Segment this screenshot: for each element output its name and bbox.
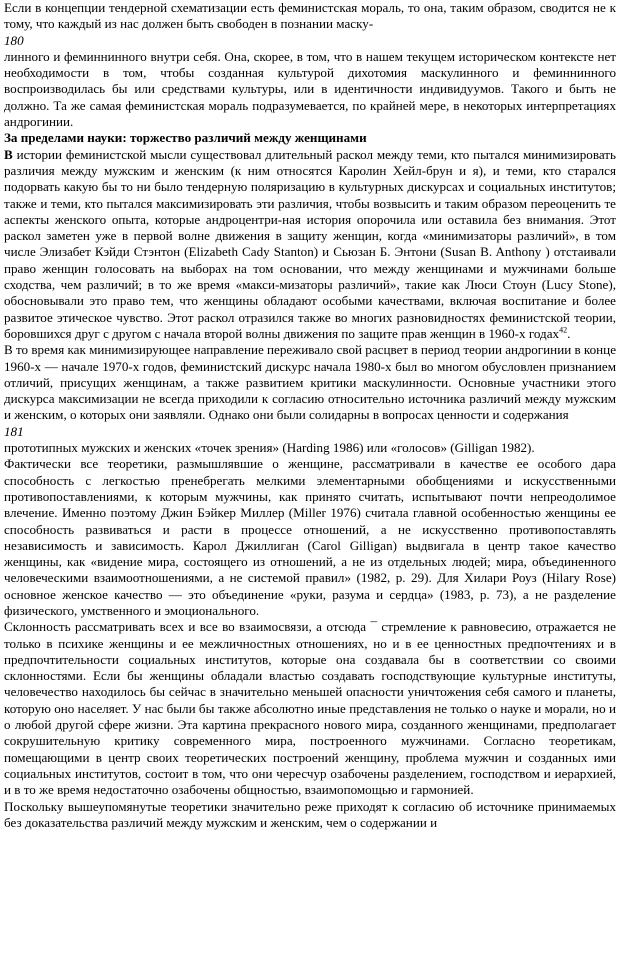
section-heading: За пределами науки: торжество различий между женщинами xyxy=(4,130,367,146)
paragraph: линного и феминнинного внутри себя. Она, скорее, в том, что в нашем текущем историческом контексте нет необходимости в том, чтобы созданная культурой дихотомия маскулинного и феминнинного воспроизводилась бы или средствами культуры, или в идентичности индивидуумов. Такого и быть не должно. Та же самая феминистская мораль подразумевается, по крайней мере, в некоторых интерпретациях андрогинии. xyxy=(4,48,616,130)
paragraph-text: истории феминистской мысли существовал длительный раскол между теми, кто пытался минимизировать различия между мужским и женским (к ним относятся Каролин Хейл-брун и я), и теми, кто старался подорвать какую бы то ни было тендерную поляризацию в культурных дискурсах и социальных институтов; также и теми, кто пытался максимизировать эти различия, чтобы возвысить и таким образом переоценить те аспекты женского опыта, которые андроцентри-ная история опорочила или оставила без внимания. Этот раскол заметен уже в первой волне движения в защиту женщин, когда «минимизаторы различий», в том числе Элизабет Кэйди Стэнтон (Elizabeth Cady Stanton) и Сьюзан Б. Энтони (Susan B. Anthony ) отстаивали право женщин голосовать на выборах на том основании, что между женщинами и мужчинами больше сходства, чем различий; в то же время «макси-мизаторы различий», такие как Люси Стоун (Lucy Stone), обосновывали это право тем, что женщины обладают особыми качествами, включая воспитание и более развитое этическое чувство. Этот раскол отразился также во многих разновидностях феминистской теории, боровшихся друг с другом с начала второй волны движения по защите прав женщин в 1960-х годах xyxy=(4,146,616,341)
page-number: 181 xyxy=(4,423,24,439)
footnote-marker: 42 xyxy=(559,325,568,335)
paragraph: Поскольку вышеупомянутые теоретики значительно реже приходят к согласию об источнике принимаемых без доказательства различий между мужским и женским, чем о содержании и xyxy=(4,798,616,830)
document-page xyxy=(4,0,616,831)
drop-cap: В xyxy=(4,146,13,162)
paragraph: Фактически все теоретики, размышлявшие о женщине, рассматривали в качестве ее особого дара способность с легкостью пренебрегать мелкими элементарными обобщениями и искусственными противопоставлениями, к которым мужчины, как принято считать, испытывают почти непреодолимое влечение. Именно поэтому Джин Бэйкер Миллер (Miller 1976) считала главной особенностью женщины ее способность развиваться и расти в процессе отношений, а не искусственно противопоставлять независимость и зависимость. Карол Джиллиган (Carol Gilligan) выдвигала в центр такое качество женщины, как «видение мира, состоящего из отношений, а не из отдельных людей; мира, объединенного человеческими взаимоотношениями, а не системой правил» (1982, р. 29). Для Хилари Роуз (Hilary Rose) основное женское качество — это объединение «руки, разума и сердца» (1983, р. 73), а не разделение физического, умственного и эмоционального. xyxy=(4,456,616,618)
paragraph: В то время как минимизирующее направление переживало свой расцвет в период теории андрогинии в конце 1960-х — начале 1970-х годов, феминистский дискурс начала 1980-х был во многом обусловлен признанием отличий, присущих женщинам, а также развитием критики маскулинности. Основные участники этого дискурса максимизации не всегда приходили к согласию относительно источника различий между мужским и женским, о которых они заявляли. Однако они были солидарны в вопросах ценности и содержания xyxy=(4,342,617,423)
paragraph xyxy=(4,147,616,343)
paragraph-end: . xyxy=(567,325,571,341)
paragraph: Если в концепции тендерной схематизации есть феминистская мораль, то она, таким образом, сводится не к тому, что каждый из нас должен быть свободен в познании маску- xyxy=(4,0,616,32)
page-number: 180 xyxy=(4,32,24,48)
paragraph: прототипных мужских и женских «точек зрения» (Harding 1986) или «голосов» (Gilligan 1982). xyxy=(4,440,535,456)
paragraph: Склонность рассматривать всех и все во взаимосвязи, а отсюда ¯ стремление к равновесию, отражается не только в психике женщины и ее межличностных отношениях, но и в ее ценностных предпочтениях и в предпочтительности социальных институтов, которые она создавала бы в соответствии со своими склонностями. Если бы женщины обладали властью создавать господствующие культурные институты, человечество находилось бы сейчас в значительно меньшей опасности уничтожения себя самого и планеты, которую оно населяет. У нас были бы также абсолютно иные представления не только о науке и морали, но и о любой другой сфере жизни. Эта картина прекрасного нового мира, созданного женщинами, предполагает сокрушительную критику современного мира, построенного мужчинами. Согласно теоретикам, помещающими в центр своих теоретических построений женщину, проблема мужчин и созданных ими социальных институтов, состоит в том, что они чересчур озабочены разделением, господством и иерархией, и в то же время недостаточно озабочены общностью, взаимопомощью и гармонией. xyxy=(4,619,616,798)
